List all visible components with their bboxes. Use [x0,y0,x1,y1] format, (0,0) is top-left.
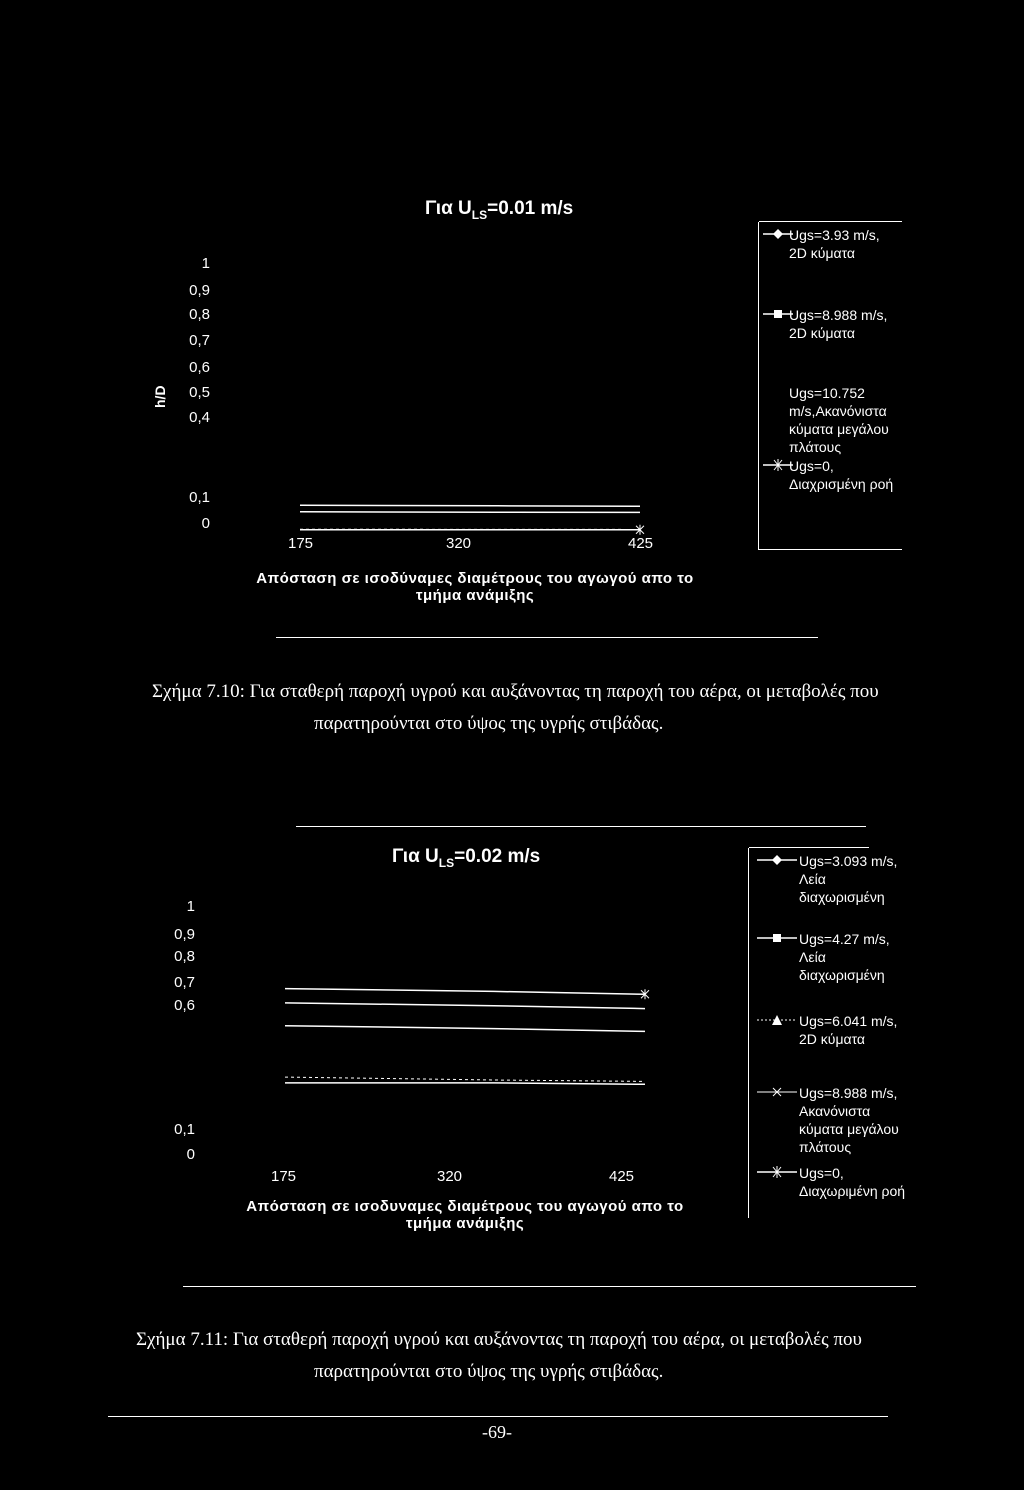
xtick: 425 [628,535,654,552]
ytick: 0,8 [174,948,195,965]
legend-marker-square [757,930,797,946]
chart2-xlabel: Απόσταση σε ισοδυναμες διαμέτρους του αγωγού απο το τμήμα ανάμιξης [246,1198,684,1232]
ytick: 1 [186,898,195,915]
ytick: 0,4 [189,409,210,426]
legend-top-border [759,221,902,222]
legend-item: Ugs=3.093 m/s, Λεία διαχωρισμένη [799,853,898,905]
legend-marker-x [757,1084,797,1100]
legend-item: Ugs=0, Διαχρισμένη ροή [789,458,894,492]
legend-item: Ugs=6.041 m/s, 2D κύματα [799,1013,898,1047]
divider [276,637,818,638]
series-line-3 [285,1083,645,1084]
legend-item: Ugs=4.27 m/s, Λεία διαχωρισμένη [799,931,890,983]
chart1-ylabel: h/D [152,385,168,408]
legend-marker-star [757,1164,797,1180]
series-line-1 [300,512,640,513]
ytick: 1 [201,255,210,272]
xtick: 320 [437,1168,463,1185]
ytick: 0,1 [174,1121,195,1138]
ytick: 0 [186,1146,195,1163]
ytick: 0 [201,515,210,532]
divider [296,826,866,827]
xtick: 320 [446,535,472,552]
ytick: 0,9 [174,926,195,943]
series-line-2 [285,1077,645,1081]
legend-marker-diamond [757,852,797,868]
series-line-1 [285,1026,645,1032]
chart1-xlabel: Απόσταση σε ισοδύναμες διαμέτρους του αγωγού απο το τμήμα ανάμιξης [256,570,694,604]
chart2-title: Για $U_{LS}=0.02$ m/s [392,846,541,870]
series-line-0 [300,505,640,506]
ytick: 0,9 [189,282,210,299]
figure-caption-7-11: Σχήμα 7.11: Για σταθερή παροχή υγρού και αυξάνοντας τη παροχή του αέρα, οι μεταβολές που παρατηρούνται στο ύψος της υγρής στιβάδας. [136,1329,862,1382]
xtick: 175 [288,535,314,552]
legend-top-border [749,847,869,848]
ytick: 0,7 [174,974,195,991]
ytick: 0,6 [189,359,210,376]
chart1-plot [300,420,640,530]
legend-item: Ugs=8.988 m/s, 2D κύματα [789,307,888,341]
xtick: 175 [271,1168,297,1185]
chart1-legend [758,222,902,550]
series-line-4 [285,989,645,995]
footer-rule [108,1416,888,1417]
page-number: -69- [482,1422,512,1442]
chart2-plot [285,960,645,1160]
ytick: 0,6 [174,997,195,1014]
legend-bottom-border [759,549,902,550]
chart1-title: Για $U_{LS}=0.01$ m/s [425,198,574,222]
ytick: 0,5 [189,384,210,401]
divider [183,1286,916,1287]
ytick: 0,8 [189,306,210,323]
legend-item: Ugs=10.752 m/s,Ακανόνιστα κύματα μεγάλου πλάτους [789,385,889,455]
xtick: 425 [609,1168,635,1185]
chart2-legend [748,848,914,1218]
figure-caption-7-10: Σχήμα 7.10: Για σταθερή παροχή υγρού και αυξάνοντας τη παροχή του αέρα, οι μεταβολές που παρατηρούνται στο ύψος της υγρής στιβάδας. [152,681,879,734]
legend-item: Ugs=0, Διαχωριμένη ροή [799,1165,906,1199]
legend-item: Ugs=3.93 m/s, 2D κύματα [789,227,880,261]
series-line-0 [285,1003,645,1009]
ytick: 0,7 [189,332,210,349]
ytick: 0,1 [189,489,210,506]
legend-item: Ugs=8.988 m/s, Ακανόνιστα κύματα μεγάλου πλάτους [799,1085,899,1155]
legend-marker-triangle [757,1012,797,1028]
